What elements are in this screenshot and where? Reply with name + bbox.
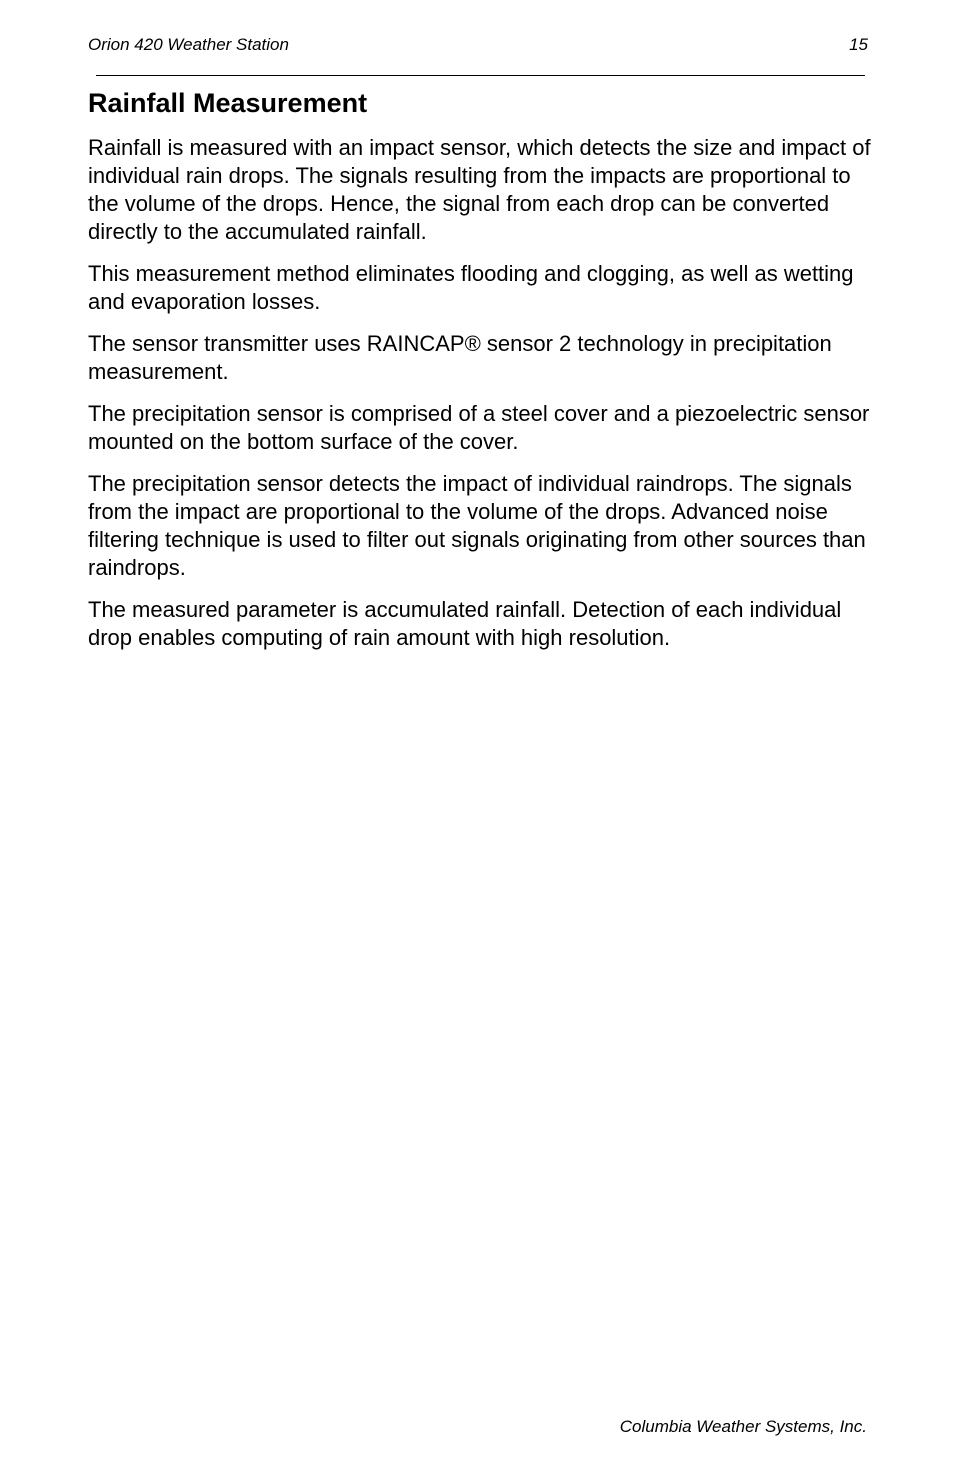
section-heading: Rainfall Measurement — [88, 88, 368, 118]
paragraph: The precipitation sensor detects the impact of individual raindrops. The signals from the impact are proportional to the volume of the drops. Advanced noise filtering technique is used to filter out signals originating from other sources than raindrops. — [88, 471, 866, 580]
page-number: 15 — [849, 35, 868, 54]
document-title: Orion 420 Weather Station — [88, 35, 289, 54]
section-body — [88, 134, 878, 666]
paragraph: This measurement method eliminates flooding and clogging, as well as wetting and evaporation losses. — [88, 261, 854, 314]
paragraph: Rainfall is measured with an impact sensor, which detects the size and impact of individual rain drops. The signals resulting from the impacts are proportional to the volume of the drops. Hence, the signal from each drop can be converted directly to the accumulated rainfall. — [88, 135, 871, 244]
page-footer: Columbia Weather Systems, Inc. — [619, 1417, 867, 1436]
paragraph: The measured parameter is accumulated rainfall. Detection of each individual drop enables computing of rain amount with high resolution. — [88, 597, 842, 650]
page-header — [88, 35, 868, 57]
header-divider — [96, 75, 865, 76]
paragraph: The precipitation sensor is comprised of a steel cover and a piezoelectric sensor mounted on the bottom surface of the cover. — [88, 401, 870, 454]
paragraph: The sensor transmitter uses RAINCAP® sensor 2 technology in precipitation measurement. — [88, 331, 832, 384]
